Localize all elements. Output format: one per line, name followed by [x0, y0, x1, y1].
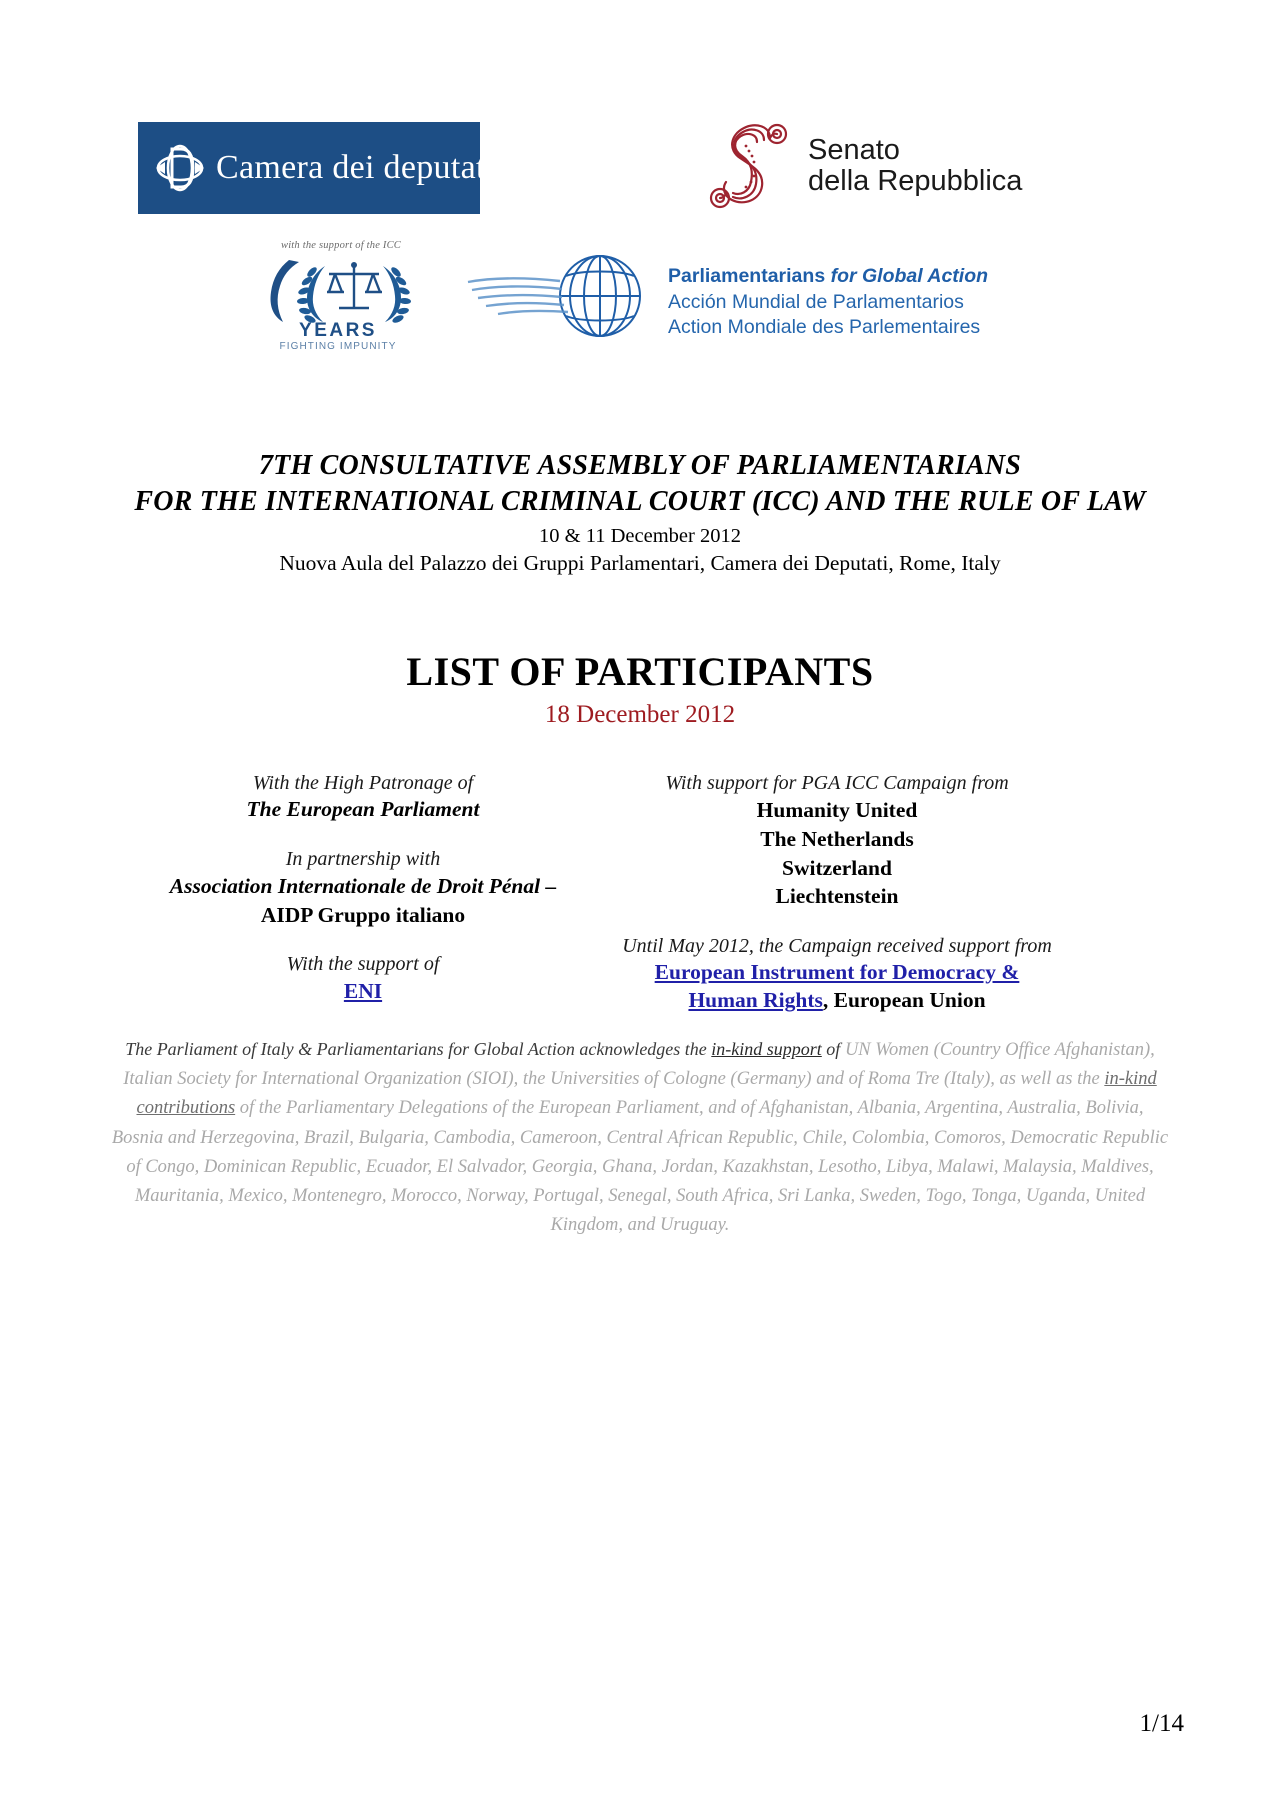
acknowledgement-line1-post: of	[821, 1039, 841, 1059]
conference-title-line2: FOR THE INTERNATIONAL CRIMINAL COURT (ICC) AND THE RULE OF LAW	[134, 485, 1146, 517]
document-date: 18 December 2012	[544, 701, 736, 728]
support-group-pga-campaign	[592, 770, 1082, 911]
patronage-label: With the High Patronage of	[252, 772, 474, 794]
acknowledgement-line1-pre: The Parliament of Italy & Parliamentarians for Global Action acknowledges the	[125, 1039, 712, 1059]
conference-title-block	[0, 448, 1280, 576]
eni-link[interactable]: ENI	[343, 978, 383, 1003]
conference-dates: 10 & 11 December 2012	[539, 524, 741, 547]
icc-scales-of-justice-laurel-icon	[243, 252, 433, 324]
partnership-name-line1: Association Internationale de Droit Pénal –	[169, 873, 557, 898]
in-kind-support-underline: in-kind support	[711, 1039, 822, 1059]
senato-line1: Senato	[808, 133, 900, 166]
logo-band	[0, 0, 1280, 370]
eidhr-link-tail: , European Union	[822, 988, 986, 1013]
support-group-partnership	[108, 846, 618, 929]
page-number: 1/14	[1139, 1710, 1184, 1737]
eni-support-label: With the support of	[286, 953, 440, 976]
support-group-eni	[108, 951, 618, 1005]
camera-dei-deputati-label: Camera dei deputati	[216, 149, 496, 186]
senato-ornate-s-icon	[700, 114, 796, 218]
acknowledgement-line1	[125, 1039, 840, 1059]
document-heading-block	[0, 648, 1280, 729]
camera-dei-deputati-logo	[138, 122, 496, 214]
partnership-name-line2: AIDP Gruppo italiano	[260, 902, 466, 927]
support-group-eidhr	[592, 933, 1082, 1015]
pga-line3: Action Mondiale des Parlementaires	[668, 316, 981, 339]
conference-venue: Nuova Aula del Palazzo dei Gruppi Parlamentari, Camera dei Deputati, Rome, Italy	[279, 550, 1001, 575]
pga-label-group	[668, 264, 988, 341]
eidhr-link-line2-row	[592, 987, 1082, 1015]
pga-campaign-supporter: Switzerland	[782, 855, 892, 880]
icc-years-label: YEARS	[299, 320, 377, 341]
icc-support-caption: with the support of the ICC	[280, 240, 402, 251]
acknowledgement-body-part1: UN Women (Country Office Afghanistan), Italian Society for International Organization (SIOI), the Universities of Cologne (Germany) and of Roma Tre (Italy), as well as the	[123, 1040, 1155, 1090]
pga-line1-regular: Parliamentarians	[668, 265, 831, 287]
conference-title	[0, 448, 1280, 520]
conference-title-line1: 7TH CONSULTATIVE ASSEMBLY OF PARLIAMENTARIANS	[258, 450, 1022, 481]
pga-campaign-supporter: Liechtenstein	[775, 884, 899, 909]
pga-line1	[668, 264, 988, 290]
eidhr-link-line2[interactable]: Human Rights	[688, 988, 823, 1013]
support-acknowledgement-columns	[0, 770, 1280, 1020]
in-kind-acknowledgement	[110, 1035, 1170, 1241]
partnership-label: In partnership with	[285, 848, 441, 871]
pga-line1-italic: for Global Action	[830, 265, 989, 287]
senato-line2: della Repubblica	[808, 165, 1023, 197]
pga-logo	[466, 248, 989, 344]
acknowledgement-body	[112, 1040, 1168, 1235]
acknowledgement-body-part2: of the Parliamentary Delegations of the European Parliament, and of Afghanistan, Albania, Argentina, Australia, Bolivia, Bosnia and Herzegovina, Brazil, Bulgaria, Cambodia, Cameroon, Central African Republic, Chile, Colombia, Comoros, Democratic Republic of Congo, Dominican Republic, Ecuador, El Salvador, Georgia, Ghana, Jordan, Kazakhstan, Lesotho, Libya, Malawi, Malaysia, Maldives, Mauritania, Mexico, Montenegro, Morocco, Norway, Portugal, Senegal, South Africa, Sri Lanka, Sweden, Togo, Tonga, Uganda, United Kingdom, and Uruguay.	[111, 1098, 1169, 1236]
eidhr-label: Until May 2012, the Campaign received support from	[622, 934, 1052, 957]
globe-icon	[466, 248, 666, 344]
pga-campaign-supporter: The Netherlands	[760, 826, 914, 851]
support-group-patronage	[108, 770, 618, 824]
page-title: LIST OF PARTICIPANTS	[406, 649, 874, 694]
senato-della-repubblica-logo	[700, 112, 1030, 220]
icc-10-years-logo	[243, 240, 433, 352]
camera-dei-deputati-emblem-icon	[154, 137, 206, 199]
pga-campaign-supporter: Humanity United	[756, 798, 918, 823]
support-column-left	[108, 770, 618, 1006]
pga-line2: Acción Mundial de Parlamentarios	[668, 290, 964, 313]
senato-label-group	[808, 135, 1022, 198]
in-kind-contributions-underline: in-kind contributions	[136, 1069, 1157, 1119]
pga-campaign-label: With support for PGA ICC Campaign from	[665, 772, 1009, 794]
icc-tagline-label: FIGHTING IMPUNITY	[279, 341, 397, 352]
support-column-right	[592, 770, 1082, 1015]
eidhr-link-line1[interactable]: European Instrument for Democracy &	[654, 960, 1020, 985]
patronage-name: The European Parliament	[246, 797, 480, 822]
